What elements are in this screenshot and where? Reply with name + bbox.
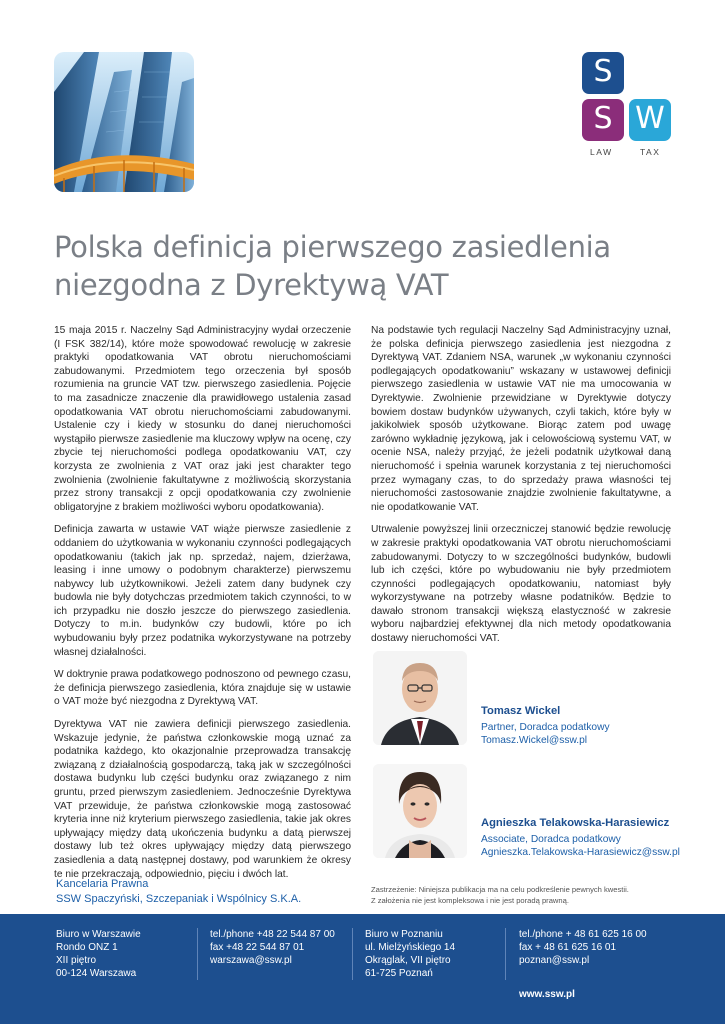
paragraph: W doktrynie prawa podatkowego podnoszono od pewnego czasu, że definicja pierwszego zasiedlenia, która znajduje się w ustawie o VAT może być niezgodna z Dyrektywą VAT.	[54, 669, 351, 708]
footer-divider	[505, 928, 506, 980]
paragraph: Dyrektywa VAT nie zawiera definicji pierwszego zasiedlenia. Wskazuje jedynie, że państwa członkowskie mogą uznać za podatnika każdego, kto okazjonalnie przeprowadza transakcję związaną z działalnością gospodarczą, taką jak w szczególności dostawa budynku lub części budynku oraz związanego z nim gruntu, przed pierwszym zasiedleniem. Jednocześnie Dyrektywa VAT przewiduje, że państwa członkowskie mogą zastosować kryteria inne niż kryterium pierwszego zasiedlenia, takie jak okres upływający między datą ukończenia budynku a datą pierwszej dostawy lub też okres upływający między datą pierwszego zasiedlenia a datą następnej dostawy, pod warunkiem że okresy te nie przekraczają, odpowiednio, pięciu i dwóch lat.	[54, 719, 351, 880]
person-role: Associate, Doradca podatkowy	[481, 833, 621, 845]
firm-name	[56, 877, 301, 907]
footer-line: fax + 48 61 625 16 01	[519, 942, 617, 953]
footer-poznan-address	[365, 928, 455, 980]
footer-email-link[interactable]: poznan@ssw.pl	[519, 955, 590, 966]
hero-skyscraper-image	[54, 52, 194, 192]
person-info-tomasz-wickel	[481, 705, 610, 748]
footer-line: XII piętro	[56, 955, 97, 966]
footer-divider	[352, 928, 353, 980]
ssw-logo	[582, 52, 674, 162]
person-email-link[interactable]: Agnieszka.Telakowska-Harasiewicz@ssw.pl	[481, 847, 680, 859]
footer-line: tel./phone + 48 61 625 16 00	[519, 929, 647, 940]
footer-line: tel./phone +48 22 544 87 00	[210, 929, 335, 940]
photo-agnieszka-telakowska-harasiewicz	[373, 764, 467, 858]
logo-tile-s-top: S	[582, 52, 624, 94]
footer-line: 61-725 Poznań	[365, 968, 433, 979]
article-title	[54, 228, 674, 304]
person-role: Partner, Doradca podatkowy	[481, 721, 610, 733]
footer-email-link[interactable]: warszawa@ssw.pl	[210, 955, 292, 966]
person-portrait-male	[373, 651, 467, 745]
footer-line: Biuro w Warszawie	[56, 929, 141, 940]
right-column	[371, 324, 671, 655]
footer-line: 00-124 Warszawa	[56, 968, 137, 979]
footer-divider	[197, 928, 198, 980]
skyscraper-illustration	[54, 52, 194, 192]
person-portrait-female	[373, 764, 467, 858]
footer-warsaw-address	[56, 928, 141, 980]
title-line-2: niezgodna z Dyrektywą VAT	[54, 268, 449, 302]
left-column	[54, 324, 351, 890]
disclaimer	[371, 884, 629, 906]
footer-line: Rondo ONZ 1	[56, 942, 118, 953]
footer-line: Okrąglak, VII piętro	[365, 955, 451, 966]
paragraph: 15 maja 2015 r. Naczelny Sąd Administracyjny wydał orzeczenie (I FSK 382/14), które może spowodować rewolucję w zakresie praktyki opodatkowania VAT obrotu nieruchomościami zabudowanymi. Przedmiotem tego orzeczenia był sposób rozumienia na gruncie VAT tzw. pierwszego zasiedlenia. Pojęcie to ma zasadnicze znaczenie dla prawidłowego ustalenia zasad opodatkowania VAT obrotu nieruchomościami zabudowanymi. Ustalenie czy i kiedy w stosunku do danej nieruchomości wystąpiło pierwsze zasiedlenie ma kluczowy wpływ na ocenę, czy zbycie tej nieruchomości podlega opodatkowaniu VAT, czy korzysta ze zwolnienia z VAT oraz jaki jest charakter tego zwolnienia (zwolnienie fakultatywne z możliwością skorzystania przez strony transakcji z opcji opodatkowania czy zwolnienie obligatoryjne z brakiem możliwości wyboru opodatkowania).	[54, 325, 351, 513]
footer-line: fax +48 22 544 87 01	[210, 942, 305, 953]
footer-website-link[interactable]: www.ssw.pl	[519, 989, 575, 1000]
person-name: Agnieszka Telakowska-Harasiewicz	[481, 817, 670, 829]
footer-line: ul. Mielżyńskiego 14	[365, 942, 456, 953]
footer-poznan-contact	[519, 928, 647, 967]
paragraph: Na podstawie tych regulacji Naczelny Sąd Administracyjny uznał, że polska definicja pierwszego zasiedlenia jest niezgodna z Dyrektywą VAT. Zdaniem NSA, warunek „w wykonaniu czynności podlegających opodatkowaniu” wskazany w ustawowej definicji pierwszego zasiedlenia w ustawie VAT nie ma umocowania w Dyrektywie. Zwolnienie przewidziane w Dyrektywie dotyczy bowiem dostaw budynków używanych, czyli takich, które były w jakikolwiek sposób użytkowane. Biorąc zatem pod uwagę zarówno wykładnię językową, jak i celowościową systemu VAT, w ocenie NSA, należy przyjąć, że jeżeli podatnik użytkował daną nieruchomość i spełnia warunek korzystania z tej nieruchomości przez wymagany czas, to do sprzedaży prawa własności tej nieruchomości zastosowanie znajdzie zwolnienie fakultatywne, a nie opodatkowanie VAT.	[371, 325, 671, 513]
logo-label-tax: TAX	[640, 147, 661, 157]
footer	[0, 914, 725, 1024]
person-info-agnieszka-telakowska-harasiewicz	[481, 817, 680, 860]
logo-label-law: LAW	[590, 147, 613, 157]
disclaimer-line-1: Zastrzeżenie: Niniejsza publikacja ma na celu podkreślenie pewnych kwestii.	[371, 885, 629, 894]
firm-line-1: Kancelaria Prawna	[56, 878, 149, 890]
footer-line: Biuro w Poznaniu	[365, 929, 443, 940]
photo-tomasz-wickel	[373, 651, 467, 745]
logo-tile-s-bottom: S	[582, 99, 624, 141]
logo-tile-w: W	[629, 99, 671, 141]
disclaimer-line-2: Z założenia nie jest kompleksowa i nie jest poradą prawną.	[371, 896, 569, 905]
title-line-1: Polska definicja pierwszego zasiedlenia	[54, 230, 611, 264]
paragraph: Definicja zawarta w ustawie VAT wiąże pierwsze zasiedlenie z oddaniem do użytkowania w wykonaniu czynności podlegających opodatkowaniu (takich jak np. sprzedaż, najem, dzierżawa, leasing i inne umowy o podobnym charakterze) pierwszemu nabywcy lub użytkownikowi. Jeżeli zatem dany budynek czy budowla nie były dotychczas przedmiotem takich czynności, to w ich przypadku nie doszło jeszcze do pierwszego zasiedlenia. Dotyczy to m.in. budynków czy budowli, które po ich wybudowaniu były przez podatnika wykorzystywane na potrzeby własnej działalności.	[54, 524, 351, 658]
person-email-link[interactable]: Tomasz.Wickel@ssw.pl	[481, 735, 588, 747]
firm-line-2: SSW Spaczyński, Szczepaniak i Wspólnicy S.K.A.	[56, 893, 302, 905]
paragraph: Utrwalenie powyższej linii orzeczniczej stanowić będzie rewolucję w zakresie praktyki opodatkowania VAT obrotu nieruchomościami zabudowanymi. Dotyczy to w szczególności budynków, budowli lub ich części, które po wybudowaniu nie były przedmiotem czynności podlegających opodatkowaniu, natomiast były wykorzystywane na potrzeby własne podatników. Będzie to dawało stronom transakcji większą elastyczność w zakresie wyboru najbardziej efektywnej dla nich metody opodatkowania dostawy nieruchomości VAT.	[371, 524, 671, 645]
person-name: Tomasz Wickel	[481, 705, 561, 717]
footer-warsaw-contact	[210, 928, 335, 967]
